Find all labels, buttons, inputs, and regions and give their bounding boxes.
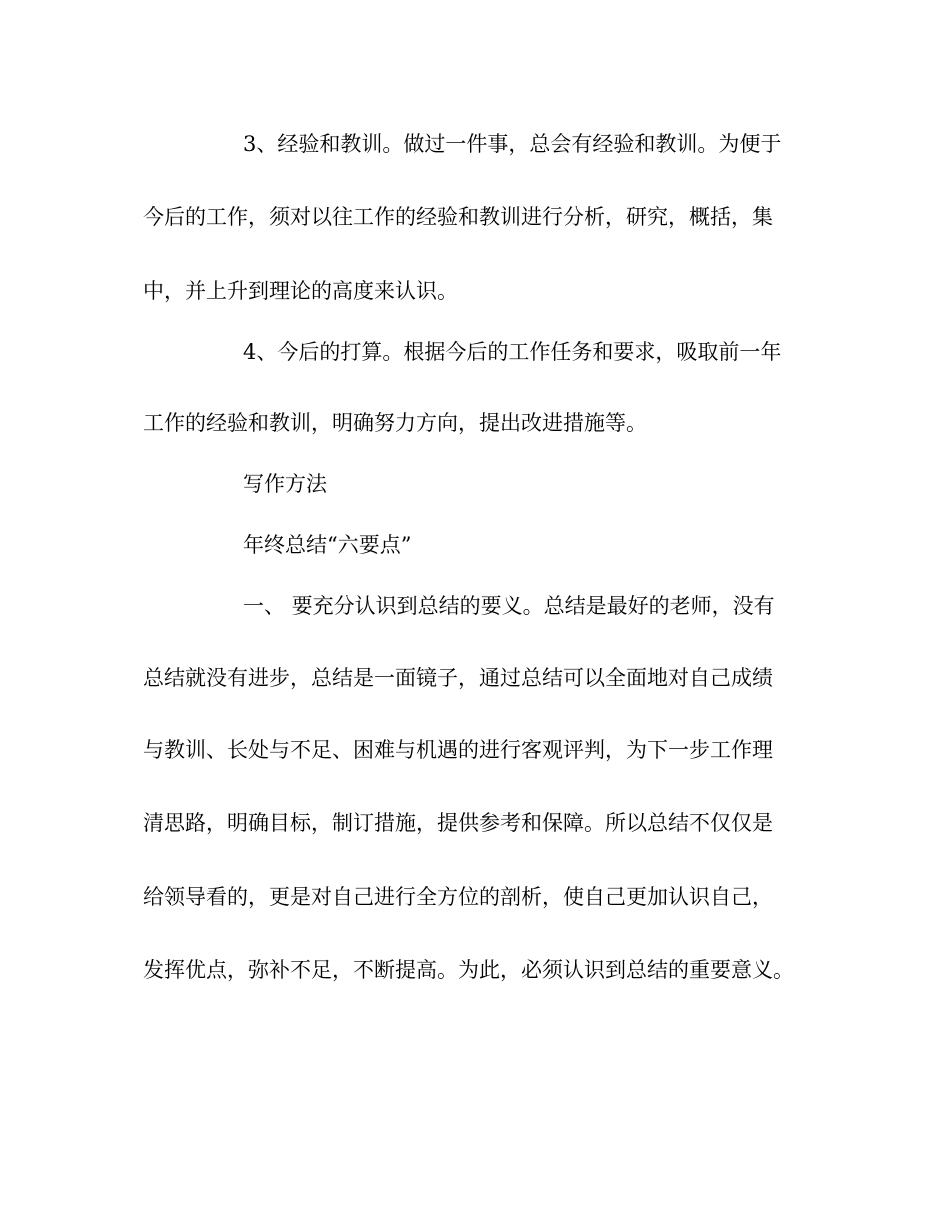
point-1-line-4: 清思路，明确目标，制订措施，提供参考和保障。所以总结不仅仅是 [143, 811, 773, 835]
point-1-line-1: 一、 要充分认识到总结的要义。总结是最好的老师，没有 [243, 594, 775, 618]
point-1-line-2: 总结就没有进步，总结是一面镜子，通过总结可以全面地对自己成绩 [143, 666, 773, 690]
point-1-line-5: 给领导看的，更是对自己进行全方位的剖析，使自己更加认识自己， [143, 885, 773, 909]
section-heading-writing-method: 写作方法 [243, 472, 327, 496]
paragraph-3-line-1: 3、经验和教训。做过一件事，总会有经验和教训。为便于 [243, 132, 782, 156]
point-1-line-3: 与教训、长处与不足、困难与机遇的进行客观评判，为下一步工作理 [143, 738, 773, 762]
point-1-line-6: 发挥优点，弥补不足，不断提高。为此，必须认识到总结的重要意义。 [143, 958, 794, 982]
paragraph-3-line-3: 中，并上升到理论的高度来认识。 [143, 279, 458, 303]
paragraph-3-line-2: 今后的工作，须对以往工作的经验和教训进行分析，研究，概括，集 [143, 205, 773, 229]
paragraph-4-line-1: 4、今后的打算。根据今后的工作任务和要求，吸取前一年 [243, 340, 782, 364]
section-heading-six-points: 年终总结“六要点” [243, 533, 412, 557]
paragraph-4-line-2: 工作的经验和教训，明确努力方向，提出改进措施等。 [143, 411, 647, 435]
